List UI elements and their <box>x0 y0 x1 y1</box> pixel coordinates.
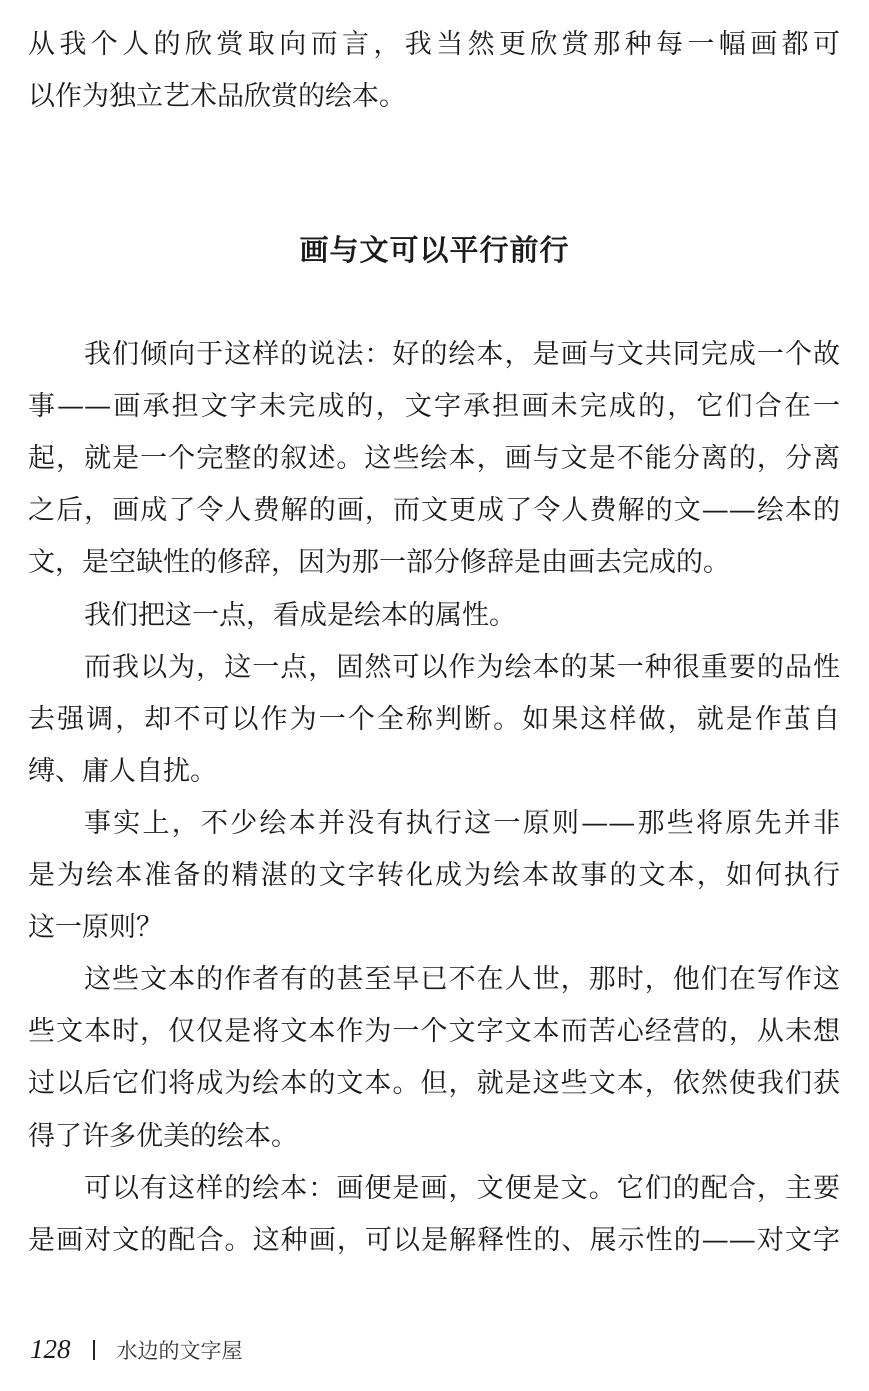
body-line: 可以有这样的绘本：画便是画，文便是文。它们的配合，主要 <box>84 1172 840 1204</box>
body-line: 我们倾向于这样的说法：好的绘本，是画与文共同完成一个故 <box>84 339 840 370</box>
body-line: 起，就是一个完整的叙述。这些绘本，画与文是不能分离的，分离 <box>28 443 840 475</box>
body-line: 些文本时，仅仅是将文本作为一个文字文本而苦心经营的，从未想 <box>28 1016 840 1048</box>
section-title: 画与文可以平行前行 <box>299 233 570 267</box>
body-line: 是为绘本准备的精湛的文字转化成为绘本故事的文本，如何执行 <box>28 860 840 891</box>
page-footer <box>30 1334 243 1365</box>
body-line: 这一原则？ <box>28 912 163 944</box>
book-title: 水边的文字屋 <box>116 1338 243 1363</box>
page-number: 128 <box>30 1334 71 1364</box>
body-line: 这些文本的作者有的甚至早已不在人世，那时，他们在写作这 <box>84 964 840 996</box>
body-line: 缚、庸人自扰。 <box>28 755 217 787</box>
body-line: 事实上，不少绘本并没有执行这一原则——那些将原先并非 <box>84 807 840 839</box>
body-line: 文，是空缺性的修辞，因为那一部分修辞是由画去完成的。 <box>28 547 730 579</box>
body-line: 得了许多优美的绘本。 <box>28 1120 298 1152</box>
body-line: 去强调，却不可以作为一个全称判断。如果这样做，就是作茧自 <box>28 703 840 735</box>
body-line: 而我以为，这一点，固然可以作为绘本的某一种很重要的品性 <box>84 651 840 683</box>
body-line: 是画对文的配合。这种画，可以是解释性的、展示性的——对文字 <box>28 1224 840 1256</box>
footer-divider <box>93 1340 95 1360</box>
body-line: 之后，画成了令人费解的画，而文更成了令人费解的文——绘本的 <box>28 495 840 527</box>
intro-line: 以作为独立艺术品欣赏的绘本。 <box>28 81 406 112</box>
body-line: 过以后它们将成为绘本的文本。但，就是这些文本，依然使我们获 <box>28 1068 840 1100</box>
body-line: 事——画承担文字未完成的，文字承担画未完成的，它们合在一 <box>28 391 840 423</box>
body-line: 我们把这一点，看成是绘本的属性。 <box>84 599 516 631</box>
intro-line: 从我个人的欣赏取向而言，我当然更欣赏那种每一幅画都可 <box>28 29 840 60</box>
